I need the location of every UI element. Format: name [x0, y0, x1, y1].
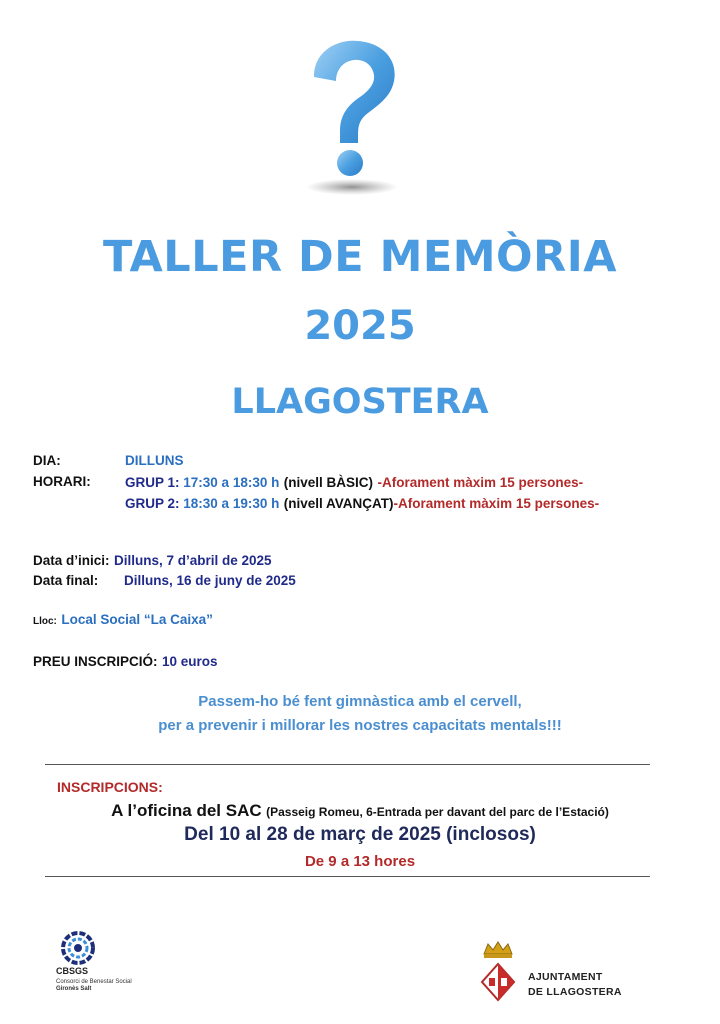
price-label: PREU INSCRIPCIÓ: — [33, 654, 158, 669]
end-date-label: Data final: — [33, 573, 99, 588]
registration-where-row — [0, 801, 720, 821]
cbsgs-subtitle — [56, 979, 132, 993]
registration-title: INSCRIPCIONS: — [57, 779, 163, 795]
end-date-value: Dilluns, 16 de juny de 2025 — [124, 573, 296, 588]
title-year: 2025 — [304, 303, 416, 349]
slogan — [0, 690, 720, 738]
council-name — [528, 970, 622, 1000]
group-2-time: 18:30 a 19:30 h — [183, 496, 280, 511]
title-town: LLAGOSTERA — [231, 382, 489, 422]
hours-label: HORARI: — [33, 474, 91, 489]
group-1-level: (nivell BÀSIC) — [283, 475, 374, 490]
slogan-line-1: Passem-ho bé fent gimnàstica amb el cervell, — [198, 693, 522, 710]
cbsgs-name: CBSGS — [56, 966, 89, 976]
registration-address: (Passeig Romeu, 6-Entrada per davant del parc de l’Estació) — [266, 805, 609, 819]
council-coat-of-arms-icon — [478, 938, 518, 1008]
group-1-capacity: -Aforament màxim 15 persones- — [377, 475, 584, 490]
day-value: DILLUNS — [125, 453, 184, 468]
group-2-name: GRUP 2 — [125, 496, 176, 511]
group-2-capacity: -Aforament màxim 15 persones- — [393, 496, 600, 511]
question-mark-icon — [300, 35, 410, 195]
price-row — [33, 653, 218, 671]
council-line-1: AJUNTAMENT — [528, 971, 603, 983]
group-1-time: 17:30 a 18:30 h — [183, 475, 280, 490]
cbsgs-subtitle-2: Gironès Salt — [56, 986, 92, 992]
registration-where: A l’oficina del SAC — [111, 801, 262, 820]
start-date-value: Dilluns, 7 d’abril de 2025 — [113, 553, 272, 568]
place-value: Local Social “La Caixa” — [61, 612, 213, 627]
start-date-label: Data d’inici: — [33, 553, 110, 568]
group-1-row: GRUP 1: 17:30 a 18:30 h (nivell BÀSIC) -Aforament màxim 15 persones- — [125, 475, 584, 490]
place-row — [33, 611, 213, 629]
slogan-line-2: per a prevenir i millorar les nostres capacitats mentals!!! — [158, 717, 562, 734]
divider-bottom — [45, 876, 650, 877]
start-date-row — [33, 552, 272, 570]
cbsgs-subtitle-1: Consorci de Benestar Social — [56, 979, 132, 985]
registration-dates: Del 10 al 28 de març de 2025 (inclosos) — [184, 824, 536, 845]
title-line-1: TALLER DE MEMÒRIA — [103, 232, 617, 282]
divider-top — [45, 764, 650, 765]
registration-hours: De 9 a 13 hores — [304, 853, 416, 870]
day-label: DIA: — [33, 453, 61, 468]
cbsgs-logo-icon — [58, 930, 98, 966]
group-2-level: (nivell AVANÇAT) — [283, 496, 394, 511]
group-1-name: GRUP 1 — [125, 475, 176, 490]
place-label: Lloc: — [33, 616, 57, 627]
group-2-row: GRUP 2: 18:30 a 19:30 h (nivell AVANÇAT)-Aforament màxim 15 persones- — [125, 496, 600, 511]
price-value: 10 euros — [161, 654, 218, 669]
council-line-2: DE LLAGOSTERA — [528, 986, 622, 998]
